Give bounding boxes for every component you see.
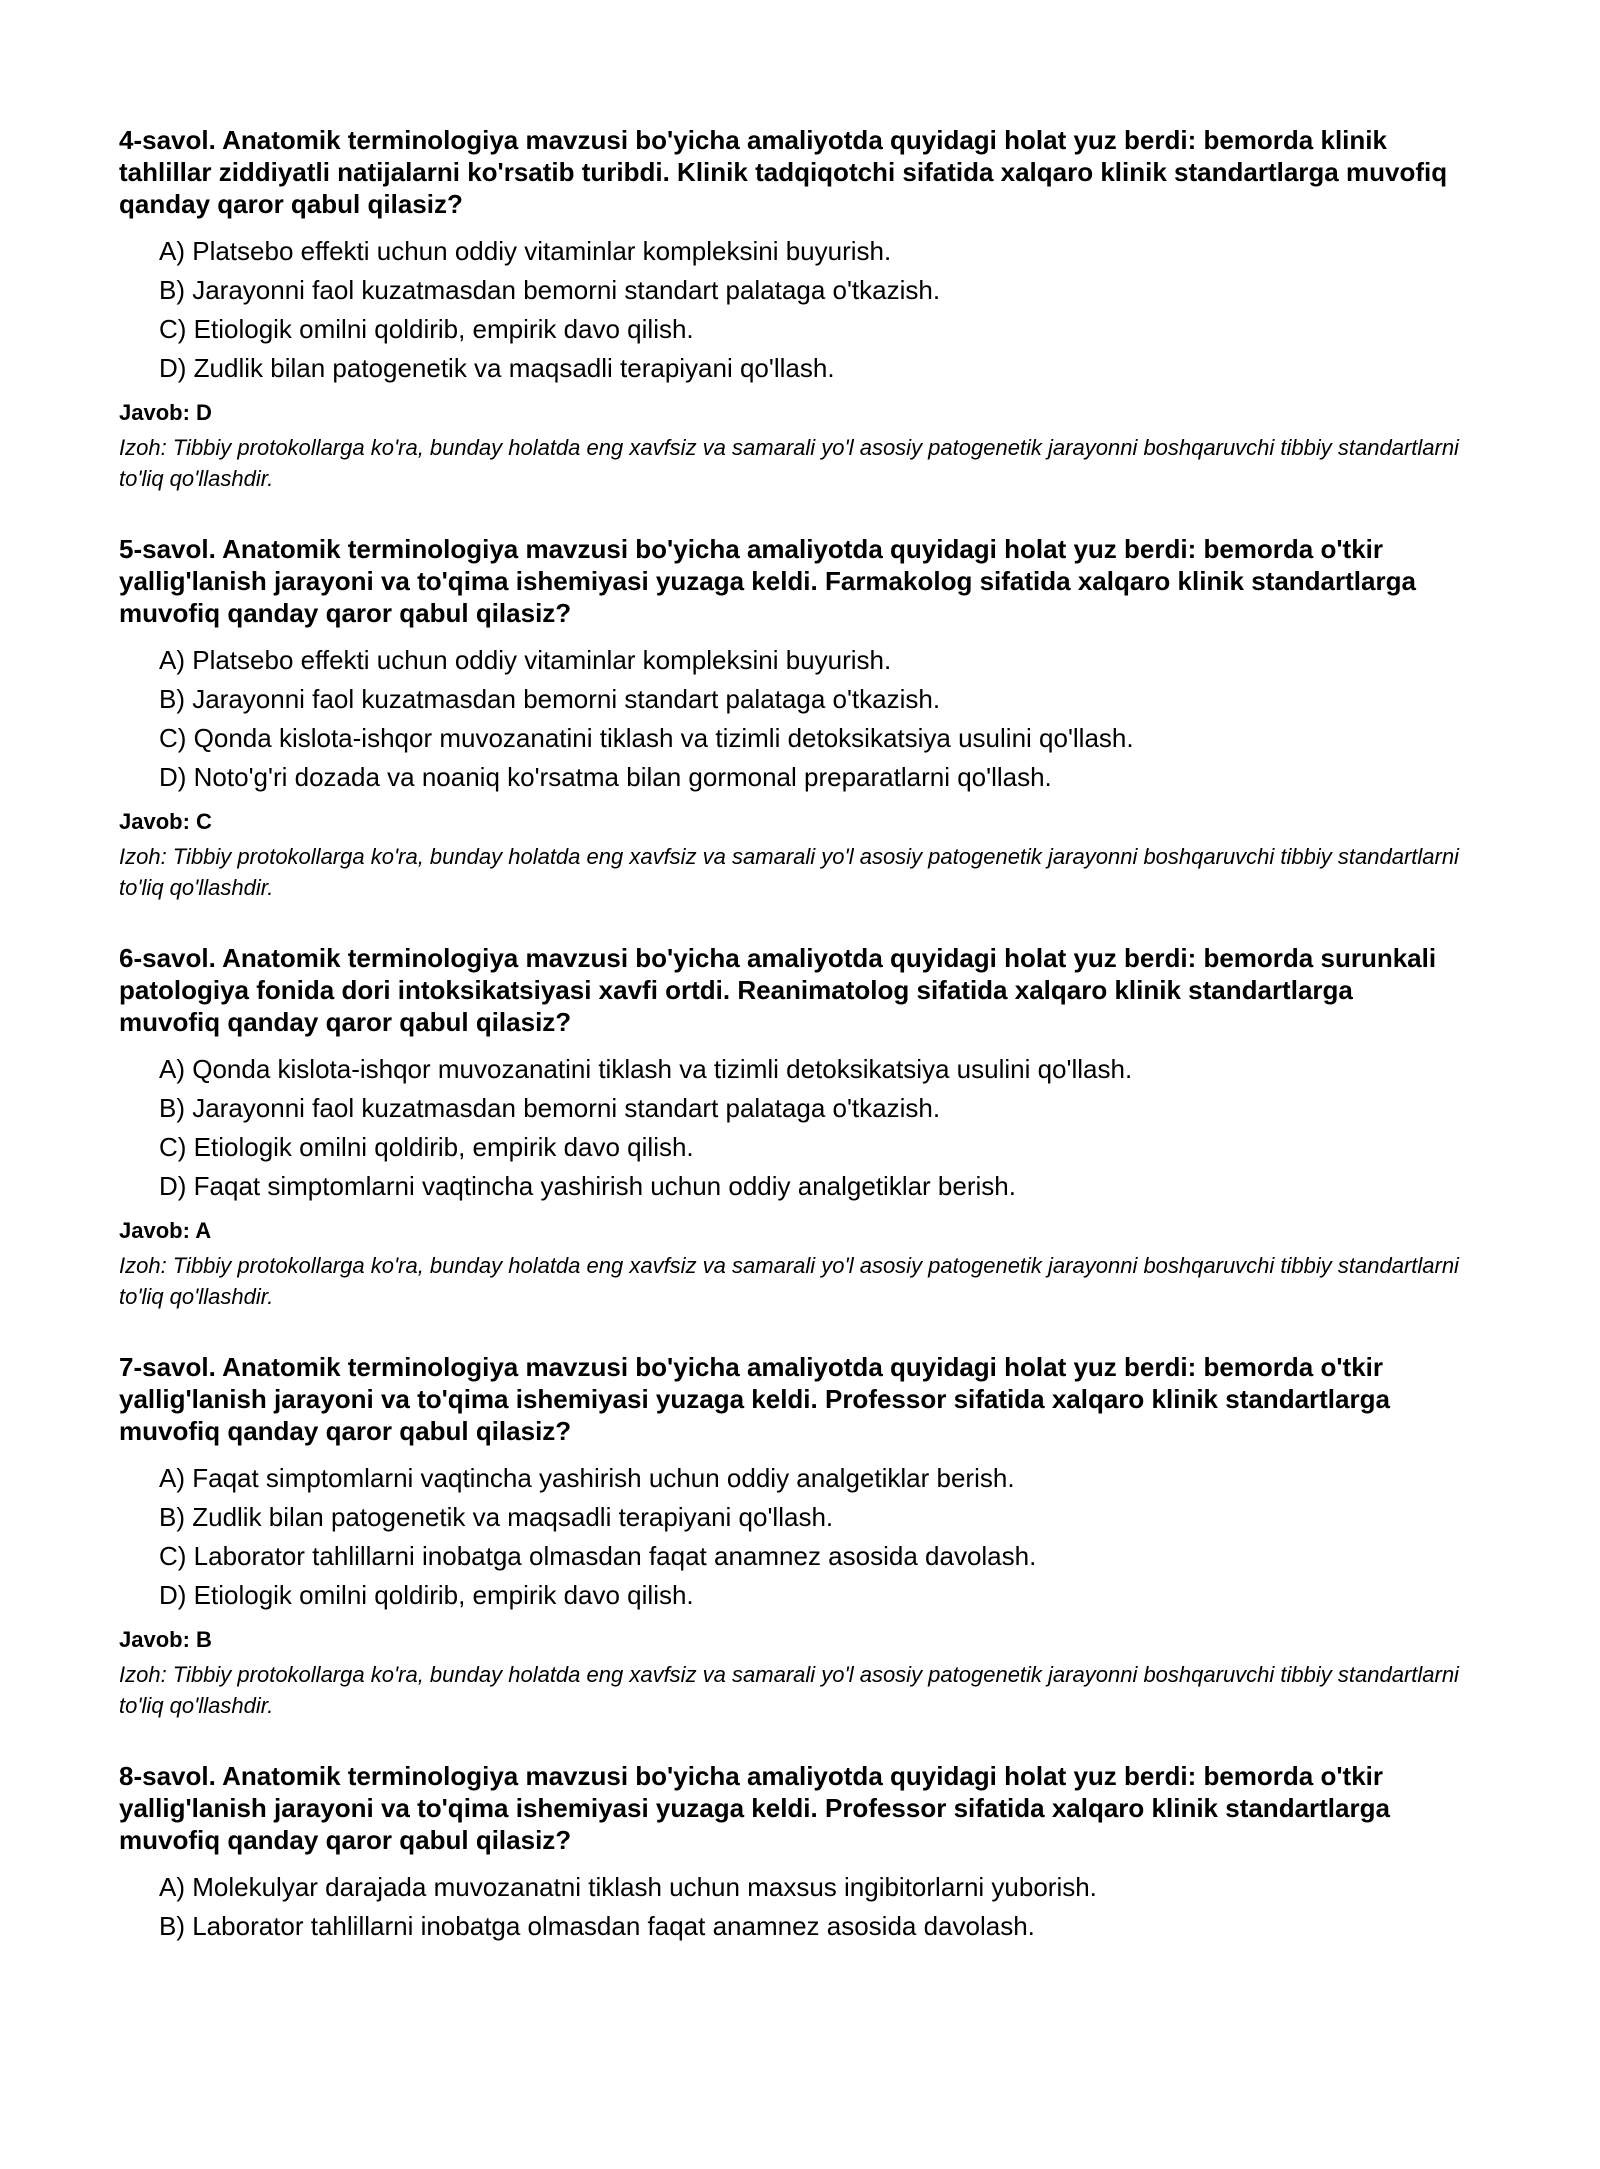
question-6 bbox=[119, 942, 1459, 1351]
option-a: A) Qonda kislota-ishqor muvozanatini tiklash va tizimli detoksikatsiya usulini qo'llash. bbox=[159, 1054, 1133, 1084]
option-c: C) Laborator tahlillarni inobatga olmasdan faqat anamnez asosida davolash. bbox=[159, 1541, 1037, 1571]
option-list bbox=[119, 641, 1459, 797]
option-a: A) Platsebo effekti uchun oddiy vitaminlar kompleksini buyurish. bbox=[159, 236, 892, 266]
explanation-text: Izoh: Tibbiy protokollarga ko'ra, bunday holatda eng xavfsiz va samarali yo'l asosiy patogenetik jarayonni boshqaruvchi tibbiy standartlarni to'liq qo'llashdir. bbox=[119, 844, 1459, 900]
option-b: B) Laborator tahlillarni inobatga olmasdan faqat anamnez asosida davolash. bbox=[159, 1911, 1035, 1941]
option-c: C) Etiologik omilni qoldirib, empirik davo qilish. bbox=[159, 314, 694, 344]
answer-label: Javob: B bbox=[119, 1627, 212, 1652]
explanation-text: Izoh: Tibbiy protokollarga ko'ra, bunday holatda eng xavfsiz va samarali yo'l asosiy patogenetik jarayonni boshqaruvchi tibbiy standartlarni to'liq qo'llashdir. bbox=[119, 1253, 1459, 1309]
option-c: C) Qonda kislota-ishqor muvozanatini tiklash va tizimli detoksikatsiya usulini qo'llash. bbox=[159, 723, 1134, 753]
option-d: D) Faqat simptomlarni vaqtincha yashirish uchun oddiy analgetiklar berish. bbox=[159, 1171, 1016, 1201]
option-d: D) Zudlik bilan patogenetik va maqsadli terapiyani qo'llash. bbox=[159, 353, 835, 383]
question-text: 5-savol. Anatomik terminologiya mavzusi bo'yicha amaliyotda quyidagi holat yuz berdi: bemorda o'tkir yallig'lanish jarayoni va to'qima ishemiyasi yuzaga keldi. Farmakolog sifatida xalqaro klinik standartlarga muvofiq qanday qaror qabul qilasiz? bbox=[119, 534, 1416, 628]
option-list bbox=[119, 1459, 1459, 1615]
answer-label: Javob: C bbox=[119, 809, 212, 834]
option-a: A) Faqat simptomlarni vaqtincha yashirish uchun oddiy analgetiklar berish. bbox=[159, 1463, 1015, 1493]
option-a: A) Platsebo effekti uchun oddiy vitaminlar kompleksini buyurish. bbox=[159, 645, 892, 675]
option-b: B) Jarayonni faol kuzatmasdan bemorni standart palataga o'tkazish. bbox=[159, 1093, 941, 1123]
explanation-text: Izoh: Tibbiy protokollarga ko'ra, bunday holatda eng xavfsiz va samarali yo'l asosiy patogenetik jarayonni boshqaruvchi tibbiy standartlarni to'liq qo'llashdir. bbox=[119, 1662, 1459, 1718]
option-d: D) Etiologik omilni qoldirib, empirik davo qilish. bbox=[159, 1580, 694, 1610]
option-list bbox=[119, 232, 1459, 388]
question-text: 4-savol. Anatomik terminologiya mavzusi bo'yicha amaliyotda quyidagi holat yuz berdi: bemorda klinik tahlillar ziddiyatli natijalarni ko'rsatib turibdi. Klinik tadqiqotchi sifatida xalqaro klinik standartlarga muvofiq qanday qaror qabul qilasiz? bbox=[119, 125, 1448, 219]
question-7 bbox=[119, 1351, 1459, 1760]
option-b: B) Zudlik bilan patogenetik va maqsadli terapiyani qo'llash. bbox=[159, 1502, 834, 1532]
question-text: 8-savol. Anatomik terminologiya mavzusi bo'yicha amaliyotda quyidagi holat yuz berdi: bemorda o'tkir yallig'lanish jarayoni va to'qima ishemiyasi yuzaga keldi. Professor sifatida xalqaro klinik standartlarga muvofiq qanday qaror qabul qilasiz? bbox=[119, 1761, 1390, 1855]
question-text: 6-savol. Anatomik terminologiya mavzusi bo'yicha amaliyotda quyidagi holat yuz berdi: bemorda surunkali patologiya fonida dori intoksikatsiyasi xavfi ortdi. Reanimatolog sifatida xalqaro klinik standartlarga muvofiq qanday qaror qabul qilasiz? bbox=[119, 943, 1437, 1037]
option-b: B) Jarayonni faol kuzatmasdan bemorni standart palataga o'tkazish. bbox=[159, 684, 941, 714]
question-8 bbox=[119, 1760, 1459, 2169]
document-page bbox=[119, 124, 1459, 2169]
question-5 bbox=[119, 533, 1459, 942]
option-list bbox=[119, 1868, 1459, 1946]
answer-label: Javob: D bbox=[119, 400, 212, 425]
question-text: 7-savol. Anatomik terminologiya mavzusi bo'yicha amaliyotda quyidagi holat yuz berdi: bemorda o'tkir yallig'lanish jarayoni va to'qima ishemiyasi yuzaga keldi. Professor sifatida xalqaro klinik standartlarga muvofiq qanday qaror qabul qilasiz? bbox=[119, 1352, 1390, 1446]
answer-label: Javob: A bbox=[119, 1218, 212, 1243]
explanation-text: Izoh: Tibbiy protokollarga ko'ra, bunday holatda eng xavfsiz va samarali yo'l asosiy patogenetik jarayonni boshqaruvchi tibbiy standartlarni to'liq qo'llashdir. bbox=[119, 435, 1459, 491]
option-c: C) Etiologik omilni qoldirib, empirik davo qilish. bbox=[159, 1132, 694, 1162]
option-d: D) Noto'g'ri dozada va noaniq ko'rsatma bilan gormonal preparatlarni qo'llash. bbox=[159, 762, 1052, 792]
question-4 bbox=[119, 124, 1459, 533]
option-b: B) Jarayonni faol kuzatmasdan bemorni standart palataga o'tkazish. bbox=[159, 275, 941, 305]
option-a: A) Molekulyar darajada muvozanatni tiklash uchun maxsus ingibitorlarni yuborish. bbox=[159, 1872, 1097, 1902]
option-list bbox=[119, 1050, 1459, 1206]
